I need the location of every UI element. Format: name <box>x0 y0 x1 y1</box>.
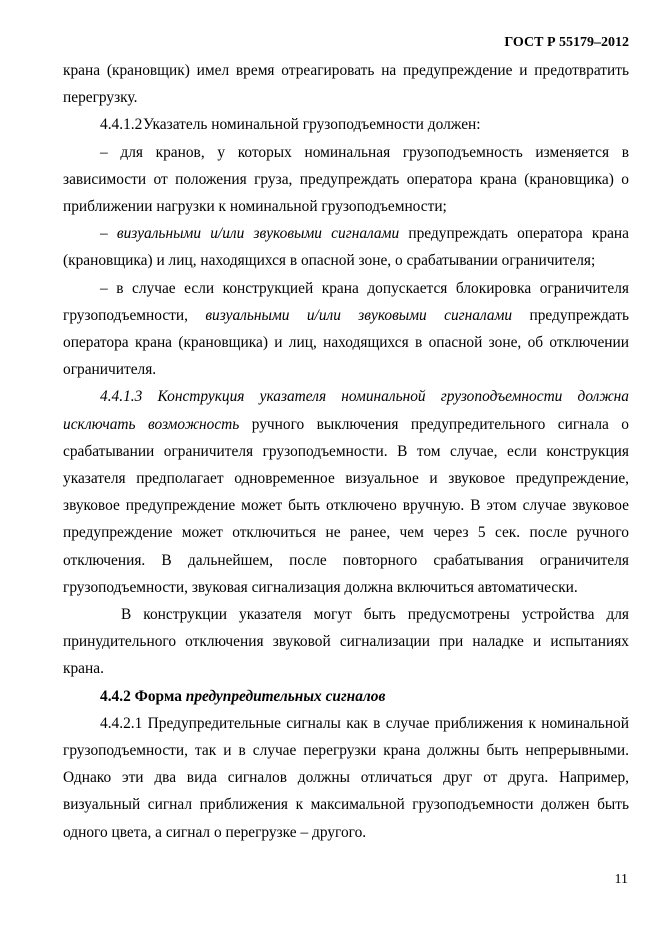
heading-emphasis: предупредительных сигналов <box>185 687 386 705</box>
list-item-text: предупреждать оператора крана (крановщика) и лиц, находящихся в опасной зоне, об отключении ограничителя. <box>63 306 629 379</box>
section-heading-4-4-2 <box>63 683 629 710</box>
paragraph-continuation: крана (крановщик) имел время отреагировать на предупреждение и предотвратить перегрузку. <box>63 62 629 107</box>
page-number: 11 <box>614 872 628 887</box>
emphasis-text: визуальными и/или звуковыми сигналами <box>205 306 513 324</box>
clause-4-4-2-1: 4.4.2.1 Предупредительные сигналы как в случае приближения к номинальной грузоподъемности, так и в случае перегрузки крана должны быть непрерывными. Однако эти два вида сигналов должны отличаться друг от друга. Например, визуальный сигнал приближения к максимальной грузоподъемности должен быть одного цвета, а сигнал о перегрузке – другого. <box>63 714 629 841</box>
clause-text: ручного выключения предупредительного сигнала о срабатывании ограничителя грузоподъемности. В том случае, если конструкция указателя предполагает одновременное визуальное и звуковое предупреждение, звуковое предупреждение может быть отключено вручную. В этом случае звуковое предупреждение может отключиться не ранее, чем через 5 сек. после ручного отключения. В дальнейшем, после повторного срабатывания ограничителя грузоподъемности, звуковая сигнализация должна включиться автоматически. <box>63 415 629 596</box>
list-item-text: предупреждать оператора крана (крановщика) и лиц, находящихся в опасной зоне, о срабатывании ограничителя; <box>63 225 629 270</box>
note-paragraph: В конструкции указателя могут быть предусмотрены устройства для принудительного отключения звуковой сигнализации при наладке и испытаниях крана. <box>63 606 629 678</box>
list-dash: – <box>100 225 117 243</box>
list-item-3 <box>63 275 629 384</box>
emphasis-text: визуальными и/или звуковыми сигналами <box>116 225 400 243</box>
clause-4-4-1-2 <box>63 111 629 138</box>
heading-number: 4.4.2 Форма <box>100 687 186 705</box>
clause-number: 4.4.1.2 <box>100 116 143 134</box>
list-item-2 <box>63 220 629 274</box>
clause-text: Указатель номинальной грузоподъемности должен: <box>143 116 481 134</box>
clause-4-4-1-3 <box>63 383 629 601</box>
list-item-text: – в случае если конструкцией крана допускается блокировка ограничителя грузоподъемности, <box>63 279 629 324</box>
emphasis-text: 4.4.1.3 Конструкция указателя номинальной грузоподъемности должна исключать возможность <box>63 388 629 433</box>
document-code: ГОСТ Р 55179–2012 <box>504 35 629 50</box>
document-body <box>63 57 629 846</box>
list-item-1: – для кранов, у которых номинальная грузоподъемность изменяется в зависимости от положения груза, предупреждать оператора крана (крановщика) о приближении нагрузки к номинальной грузоподъемности; <box>63 143 629 216</box>
